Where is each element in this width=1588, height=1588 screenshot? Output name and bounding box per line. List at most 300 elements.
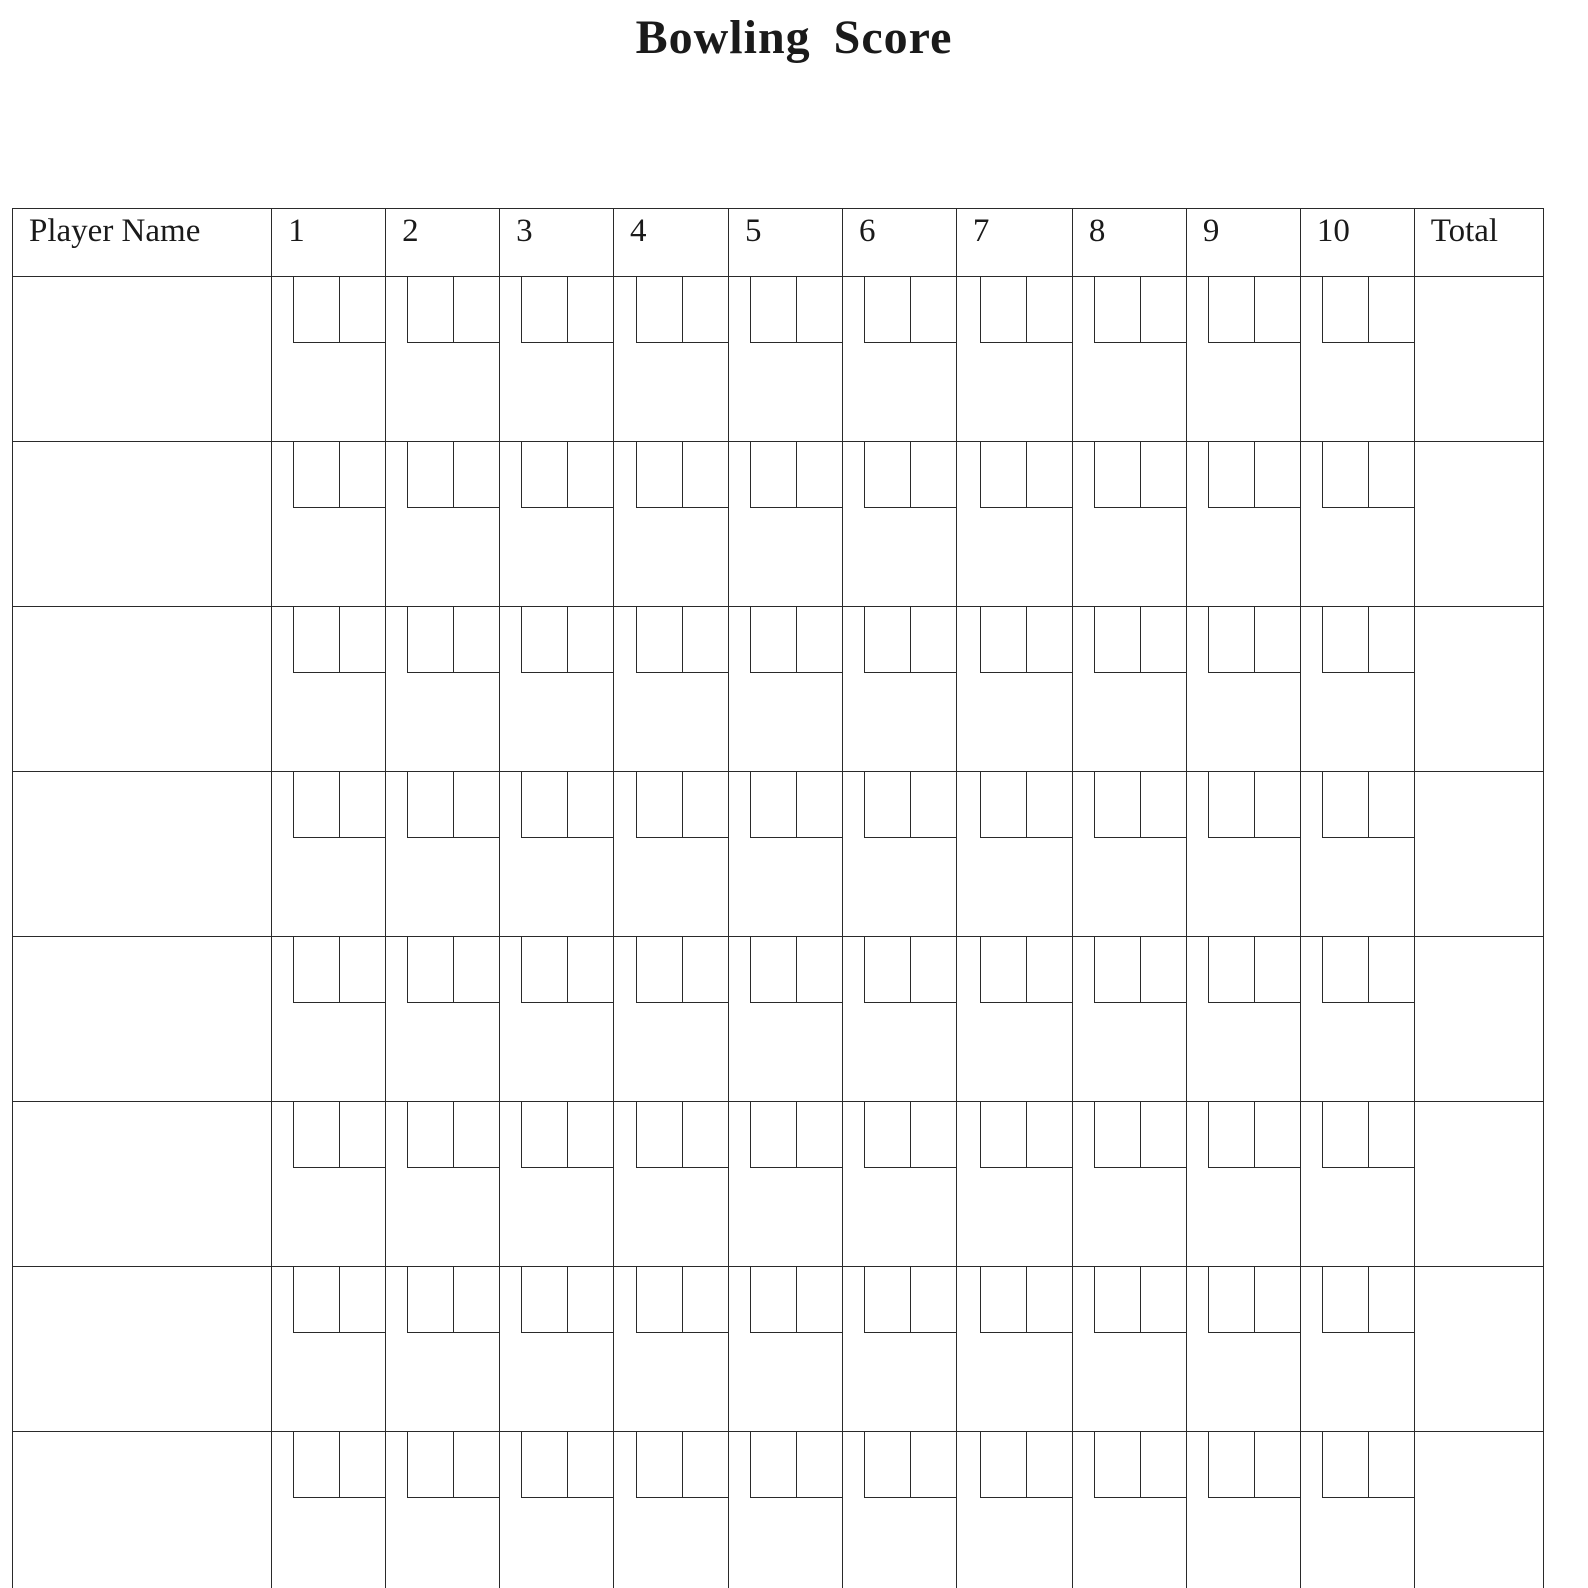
header-frame-5: 5 <box>729 209 843 277</box>
ball-2-box[interactable] <box>453 607 499 673</box>
total-score-field[interactable] <box>1414 1102 1543 1267</box>
ball-boxes <box>864 442 956 508</box>
ball-2-box[interactable] <box>1140 772 1186 838</box>
ball-boxes <box>980 607 1072 673</box>
ball-1-box[interactable] <box>864 442 910 508</box>
player-name-field[interactable] <box>13 937 272 1102</box>
ball-2-box[interactable] <box>796 442 842 508</box>
frame-score-cell[interactable] <box>614 277 729 442</box>
header-frame-9: 9 <box>1186 209 1300 277</box>
ball-2-box[interactable] <box>682 277 728 343</box>
frame-score-cell[interactable] <box>386 1102 500 1267</box>
frame-score-cell[interactable] <box>1300 1102 1414 1267</box>
ball-2-box[interactable] <box>453 442 499 508</box>
frame-score-cell[interactable] <box>500 1102 614 1267</box>
frame-score-cell[interactable] <box>614 1102 729 1267</box>
ball-1-box[interactable] <box>293 1267 339 1333</box>
ball-2-box[interactable] <box>567 277 613 343</box>
ball-1-box[interactable] <box>521 607 567 673</box>
ball-2-box[interactable] <box>1254 1267 1300 1333</box>
ball-2-box[interactable] <box>1368 937 1414 1003</box>
ball-boxes <box>521 277 613 343</box>
ball-1-box[interactable] <box>980 442 1026 508</box>
ball-1-box[interactable] <box>293 277 339 343</box>
ball-1-box[interactable] <box>750 442 796 508</box>
ball-boxes <box>407 1432 499 1498</box>
ball-1-box[interactable] <box>864 1102 910 1168</box>
total-score-field[interactable] <box>1414 937 1543 1102</box>
ball-2-box[interactable] <box>567 607 613 673</box>
frame-score-cell[interactable] <box>956 937 1072 1102</box>
ball-2-box[interactable] <box>1026 442 1072 508</box>
ball-1-box[interactable] <box>636 937 682 1003</box>
frame-score-cell[interactable] <box>386 937 500 1102</box>
ball-2-box[interactable] <box>910 442 956 508</box>
ball-2-box[interactable] <box>910 277 956 343</box>
ball-1-box[interactable] <box>1208 607 1254 673</box>
frame-score-cell[interactable] <box>1072 442 1186 607</box>
ball-2-box[interactable] <box>1368 1102 1414 1168</box>
frame-score-cell[interactable] <box>386 277 500 442</box>
ball-boxes <box>864 937 956 1003</box>
ball-2-box[interactable] <box>1140 442 1186 508</box>
ball-2-box[interactable] <box>1140 937 1186 1003</box>
ball-boxes <box>1208 1432 1300 1498</box>
frame-score-cell[interactable] <box>614 772 729 937</box>
player-name-field[interactable] <box>13 607 272 772</box>
ball-boxes <box>980 1432 1072 1498</box>
ball-1-box[interactable] <box>521 1267 567 1333</box>
ball-1-box[interactable] <box>1322 277 1368 343</box>
frame-score-cell[interactable] <box>614 1432 729 1588</box>
frame-score-cell[interactable] <box>1300 607 1414 772</box>
ball-1-box[interactable] <box>750 1432 796 1498</box>
score-sheet <box>12 208 1544 1588</box>
ball-1-box[interactable] <box>980 1267 1026 1333</box>
frame-score-cell[interactable] <box>842 442 956 607</box>
frame-score-cell[interactable] <box>1186 1432 1300 1588</box>
ball-2-box[interactable] <box>1026 1267 1072 1333</box>
ball-2-box[interactable] <box>796 1267 842 1333</box>
frame-score-cell[interactable] <box>1300 937 1414 1102</box>
frame-score-cell[interactable] <box>842 772 956 937</box>
ball-1-box[interactable] <box>1094 937 1140 1003</box>
ball-1-box[interactable] <box>636 1432 682 1498</box>
ball-2-box[interactable] <box>1140 1102 1186 1168</box>
frame-score-cell[interactable] <box>1186 607 1300 772</box>
frame-score-cell[interactable] <box>956 1267 1072 1432</box>
ball-boxes <box>1094 1267 1186 1333</box>
ball-1-box[interactable] <box>1094 277 1140 343</box>
ball-1-box[interactable] <box>864 277 910 343</box>
frame-score-cell[interactable] <box>842 607 956 772</box>
ball-boxes <box>1208 1102 1300 1168</box>
ball-2-box[interactable] <box>682 1267 728 1333</box>
total-score-field[interactable] <box>1414 772 1543 937</box>
ball-1-box[interactable] <box>407 1102 453 1168</box>
player-name-field[interactable] <box>13 1102 272 1267</box>
ball-1-box[interactable] <box>1094 1267 1140 1333</box>
ball-1-box[interactable] <box>864 772 910 838</box>
ball-1-box[interactable] <box>407 277 453 343</box>
frame-score-cell[interactable] <box>1072 772 1186 937</box>
ball-boxes <box>750 607 842 673</box>
ball-2-box[interactable] <box>1254 607 1300 673</box>
ball-2-box[interactable] <box>1254 277 1300 343</box>
ball-1-box[interactable] <box>750 1267 796 1333</box>
header-frame-8: 8 <box>1072 209 1186 277</box>
frame-score-cell[interactable] <box>272 607 386 772</box>
ball-2-box[interactable] <box>1026 1102 1072 1168</box>
ball-1-box[interactable] <box>980 1102 1026 1168</box>
ball-boxes <box>521 1267 613 1333</box>
ball-1-box[interactable] <box>636 607 682 673</box>
ball-1-box[interactable] <box>1094 772 1140 838</box>
frame-score-cell[interactable] <box>842 1267 956 1432</box>
ball-2-box[interactable] <box>682 1432 728 1498</box>
ball-1-box[interactable] <box>293 607 339 673</box>
ball-2-box[interactable] <box>1026 1432 1072 1498</box>
ball-2-box[interactable] <box>910 772 956 838</box>
ball-2-box[interactable] <box>339 1432 385 1498</box>
ball-2-box[interactable] <box>453 772 499 838</box>
ball-1-box[interactable] <box>1208 442 1254 508</box>
frame-score-cell[interactable] <box>500 277 614 442</box>
frame-score-cell[interactable] <box>386 1267 500 1432</box>
ball-boxes <box>293 442 385 508</box>
ball-2-box[interactable] <box>1254 937 1300 1003</box>
ball-1-box[interactable] <box>750 937 796 1003</box>
ball-2-box[interactable] <box>453 1432 499 1498</box>
frame-score-cell[interactable] <box>500 442 614 607</box>
frame-score-cell[interactable] <box>1072 1102 1186 1267</box>
ball-1-box[interactable] <box>1094 1102 1140 1168</box>
ball-boxes <box>293 937 385 1003</box>
frame-score-cell[interactable] <box>956 277 1072 442</box>
frame-score-cell[interactable] <box>500 937 614 1102</box>
frame-score-cell[interactable] <box>500 772 614 937</box>
frame-score-cell[interactable] <box>956 442 1072 607</box>
frame-score-cell[interactable] <box>1072 1432 1186 1588</box>
frame-score-cell[interactable] <box>386 1432 500 1588</box>
frame-score-cell[interactable] <box>500 1432 614 1588</box>
ball-boxes <box>636 442 728 508</box>
ball-1-box[interactable] <box>521 277 567 343</box>
ball-1-box[interactable] <box>1322 442 1368 508</box>
score-table <box>12 208 1544 1588</box>
frame-score-cell[interactable] <box>272 1432 386 1588</box>
player-row <box>13 937 1544 1102</box>
ball-1-box[interactable] <box>293 937 339 1003</box>
frame-score-cell[interactable] <box>956 1432 1072 1588</box>
frame-score-cell[interactable] <box>1186 442 1300 607</box>
frame-score-cell[interactable] <box>614 1267 729 1432</box>
ball-boxes <box>1208 1267 1300 1333</box>
ball-1-box[interactable] <box>407 442 453 508</box>
ball-1-box[interactable] <box>750 1102 796 1168</box>
frame-score-cell[interactable] <box>729 937 843 1102</box>
ball-1-box[interactable] <box>1208 277 1254 343</box>
ball-2-box[interactable] <box>1026 937 1072 1003</box>
player-name-field[interactable] <box>13 772 272 937</box>
header-frame-1: 1 <box>272 209 386 277</box>
ball-boxes <box>636 277 728 343</box>
frame-score-cell[interactable] <box>272 1267 386 1432</box>
ball-boxes <box>980 1267 1072 1333</box>
ball-2-box[interactable] <box>1026 277 1072 343</box>
ball-1-box[interactable] <box>1322 607 1368 673</box>
ball-1-box[interactable] <box>1208 1432 1254 1498</box>
ball-2-box[interactable] <box>682 937 728 1003</box>
ball-1-box[interactable] <box>636 277 682 343</box>
ball-1-box[interactable] <box>407 607 453 673</box>
frame-score-cell[interactable] <box>842 937 956 1102</box>
ball-1-box[interactable] <box>864 607 910 673</box>
ball-2-box[interactable] <box>1368 1432 1414 1498</box>
ball-1-box[interactable] <box>407 772 453 838</box>
ball-1-box[interactable] <box>636 772 682 838</box>
player-name-field[interactable] <box>13 1267 272 1432</box>
ball-1-box[interactable] <box>1094 607 1140 673</box>
ball-2-box[interactable] <box>682 442 728 508</box>
frame-score-cell[interactable] <box>729 1102 843 1267</box>
ball-1-box[interactable] <box>980 1432 1026 1498</box>
frame-score-cell[interactable] <box>1186 1267 1300 1432</box>
ball-2-box[interactable] <box>910 607 956 673</box>
ball-boxes <box>1322 277 1414 343</box>
player-name-field[interactable] <box>13 277 272 442</box>
ball-2-box[interactable] <box>1368 607 1414 673</box>
ball-2-box[interactable] <box>796 1102 842 1168</box>
frame-score-cell[interactable] <box>1072 1267 1186 1432</box>
header-frame-3: 3 <box>500 209 614 277</box>
ball-2-box[interactable] <box>453 1267 499 1333</box>
ball-2-box[interactable] <box>567 1267 613 1333</box>
ball-boxes <box>1208 772 1300 838</box>
ball-1-box[interactable] <box>750 607 796 673</box>
ball-boxes <box>293 607 385 673</box>
ball-1-box[interactable] <box>750 772 796 838</box>
ball-1-box[interactable] <box>1208 1267 1254 1333</box>
ball-1-box[interactable] <box>864 1267 910 1333</box>
header-player-name: Player Name <box>13 209 272 277</box>
frame-score-cell[interactable] <box>1300 772 1414 937</box>
ball-boxes <box>750 1102 842 1168</box>
ball-2-box[interactable] <box>682 607 728 673</box>
ball-2-box[interactable] <box>796 1432 842 1498</box>
frame-score-cell[interactable] <box>1072 277 1186 442</box>
ball-1-box[interactable] <box>1208 1102 1254 1168</box>
ball-2-box[interactable] <box>567 1432 613 1498</box>
ball-1-box[interactable] <box>521 1102 567 1168</box>
ball-2-box[interactable] <box>339 937 385 1003</box>
ball-2-box[interactable] <box>1368 277 1414 343</box>
ball-boxes <box>750 1432 842 1498</box>
ball-1-box[interactable] <box>980 277 1026 343</box>
ball-1-box[interactable] <box>636 1102 682 1168</box>
ball-2-box[interactable] <box>1254 772 1300 838</box>
frame-score-cell[interactable] <box>272 1102 386 1267</box>
ball-1-box[interactable] <box>521 937 567 1003</box>
ball-2-box[interactable] <box>453 1102 499 1168</box>
frame-score-cell[interactable] <box>956 1102 1072 1267</box>
frame-score-cell[interactable] <box>272 277 386 442</box>
total-score-field[interactable] <box>1414 442 1543 607</box>
ball-2-box[interactable] <box>453 277 499 343</box>
ball-1-box[interactable] <box>750 277 796 343</box>
ball-2-box[interactable] <box>910 937 956 1003</box>
ball-1-box[interactable] <box>293 1432 339 1498</box>
player-row <box>13 1102 1544 1267</box>
ball-2-box[interactable] <box>796 607 842 673</box>
ball-2-box[interactable] <box>910 1432 956 1498</box>
frame-score-cell[interactable] <box>1300 277 1414 442</box>
frame-score-cell[interactable] <box>386 772 500 937</box>
ball-1-box[interactable] <box>293 442 339 508</box>
frame-score-cell[interactable] <box>272 442 386 607</box>
ball-1-box[interactable] <box>293 1102 339 1168</box>
frame-score-cell[interactable] <box>1300 1267 1414 1432</box>
ball-2-box[interactable] <box>1026 607 1072 673</box>
ball-1-box[interactable] <box>980 937 1026 1003</box>
frame-score-cell[interactable] <box>1072 607 1186 772</box>
ball-1-box[interactable] <box>1322 1432 1368 1498</box>
ball-2-box[interactable] <box>339 607 385 673</box>
frame-score-cell[interactable] <box>1186 937 1300 1102</box>
ball-boxes <box>980 277 1072 343</box>
ball-2-box[interactable] <box>339 442 385 508</box>
ball-2-box[interactable] <box>1140 607 1186 673</box>
frame-score-cell[interactable] <box>1186 1102 1300 1267</box>
ball-boxes <box>407 607 499 673</box>
ball-2-box[interactable] <box>339 1102 385 1168</box>
frame-score-cell[interactable] <box>729 277 843 442</box>
ball-boxes <box>293 1267 385 1333</box>
ball-2-box[interactable] <box>567 1102 613 1168</box>
ball-1-box[interactable] <box>1322 1267 1368 1333</box>
frame-score-cell[interactable] <box>842 1432 956 1588</box>
frame-score-cell[interactable] <box>729 772 843 937</box>
ball-2-box[interactable] <box>796 772 842 838</box>
ball-1-box[interactable] <box>980 772 1026 838</box>
frame-score-cell[interactable] <box>1072 937 1186 1102</box>
ball-1-box[interactable] <box>1208 772 1254 838</box>
frame-score-cell[interactable] <box>1186 772 1300 937</box>
player-row <box>13 1432 1544 1588</box>
ball-2-box[interactable] <box>567 937 613 1003</box>
frame-score-cell[interactable] <box>272 937 386 1102</box>
ball-2-box[interactable] <box>1368 1267 1414 1333</box>
frame-score-cell[interactable] <box>956 772 1072 937</box>
player-name-field[interactable] <box>13 442 272 607</box>
player-name-field[interactable] <box>13 1432 272 1588</box>
ball-1-box[interactable] <box>864 937 910 1003</box>
ball-2-box[interactable] <box>567 772 613 838</box>
ball-1-box[interactable] <box>407 937 453 1003</box>
frame-score-cell[interactable] <box>729 1267 843 1432</box>
header-total: Total <box>1414 209 1543 277</box>
ball-1-box[interactable] <box>521 772 567 838</box>
ball-2-box[interactable] <box>339 277 385 343</box>
ball-boxes <box>293 277 385 343</box>
frame-score-cell[interactable] <box>842 277 956 442</box>
ball-boxes <box>293 772 385 838</box>
ball-1-box[interactable] <box>407 1267 453 1333</box>
frame-score-cell[interactable] <box>1300 1432 1414 1588</box>
frame-score-cell[interactable] <box>614 607 729 772</box>
ball-1-box[interactable] <box>293 772 339 838</box>
ball-1-box[interactable] <box>1208 937 1254 1003</box>
ball-1-box[interactable] <box>1322 937 1368 1003</box>
frame-score-cell[interactable] <box>500 607 614 772</box>
frame-score-cell[interactable] <box>272 772 386 937</box>
frame-score-cell[interactable] <box>729 1432 843 1588</box>
ball-boxes <box>1322 1432 1414 1498</box>
ball-2-box[interactable] <box>1026 772 1072 838</box>
ball-1-box[interactable] <box>1322 772 1368 838</box>
frame-score-cell[interactable] <box>729 442 843 607</box>
ball-2-box[interactable] <box>453 937 499 1003</box>
ball-boxes <box>980 772 1072 838</box>
ball-boxes <box>521 937 613 1003</box>
ball-2-box[interactable] <box>910 1267 956 1333</box>
ball-1-box[interactable] <box>1094 1432 1140 1498</box>
ball-2-box[interactable] <box>567 442 613 508</box>
ball-2-box[interactable] <box>339 772 385 838</box>
ball-2-box[interactable] <box>682 772 728 838</box>
ball-2-box[interactable] <box>796 937 842 1003</box>
ball-2-box[interactable] <box>910 1102 956 1168</box>
ball-1-box[interactable] <box>864 1432 910 1498</box>
frame-score-cell[interactable] <box>386 607 500 772</box>
ball-2-box[interactable] <box>1140 1267 1186 1333</box>
ball-boxes <box>521 442 613 508</box>
ball-1-box[interactable] <box>636 442 682 508</box>
frame-score-cell[interactable] <box>842 1102 956 1267</box>
ball-1-box[interactable] <box>636 1267 682 1333</box>
ball-1-box[interactable] <box>980 607 1026 673</box>
ball-2-box[interactable] <box>1254 1102 1300 1168</box>
total-score-field[interactable] <box>1414 1267 1543 1432</box>
frame-score-cell[interactable] <box>386 442 500 607</box>
total-score-field[interactable] <box>1414 277 1543 442</box>
frame-score-cell[interactable] <box>614 937 729 1102</box>
frame-score-cell[interactable] <box>1300 442 1414 607</box>
frame-score-cell[interactable] <box>1186 277 1300 442</box>
ball-2-box[interactable] <box>339 1267 385 1333</box>
ball-2-box[interactable] <box>1368 772 1414 838</box>
ball-2-box[interactable] <box>682 1102 728 1168</box>
frame-score-cell[interactable] <box>500 1267 614 1432</box>
frame-score-cell[interactable] <box>956 607 1072 772</box>
ball-1-box[interactable] <box>407 1432 453 1498</box>
total-score-field[interactable] <box>1414 1432 1543 1588</box>
ball-2-box[interactable] <box>1140 277 1186 343</box>
ball-1-box[interactable] <box>1094 442 1140 508</box>
ball-2-box[interactable] <box>796 277 842 343</box>
ball-1-box[interactable] <box>1322 1102 1368 1168</box>
ball-1-box[interactable] <box>521 1432 567 1498</box>
ball-1-box[interactable] <box>521 442 567 508</box>
ball-2-box[interactable] <box>1140 1432 1186 1498</box>
frame-score-cell[interactable] <box>614 442 729 607</box>
ball-2-box[interactable] <box>1254 442 1300 508</box>
total-score-field[interactable] <box>1414 607 1543 772</box>
ball-2-box[interactable] <box>1368 442 1414 508</box>
frame-score-cell[interactable] <box>729 607 843 772</box>
ball-boxes <box>521 1102 613 1168</box>
ball-2-box[interactable] <box>1254 1432 1300 1498</box>
